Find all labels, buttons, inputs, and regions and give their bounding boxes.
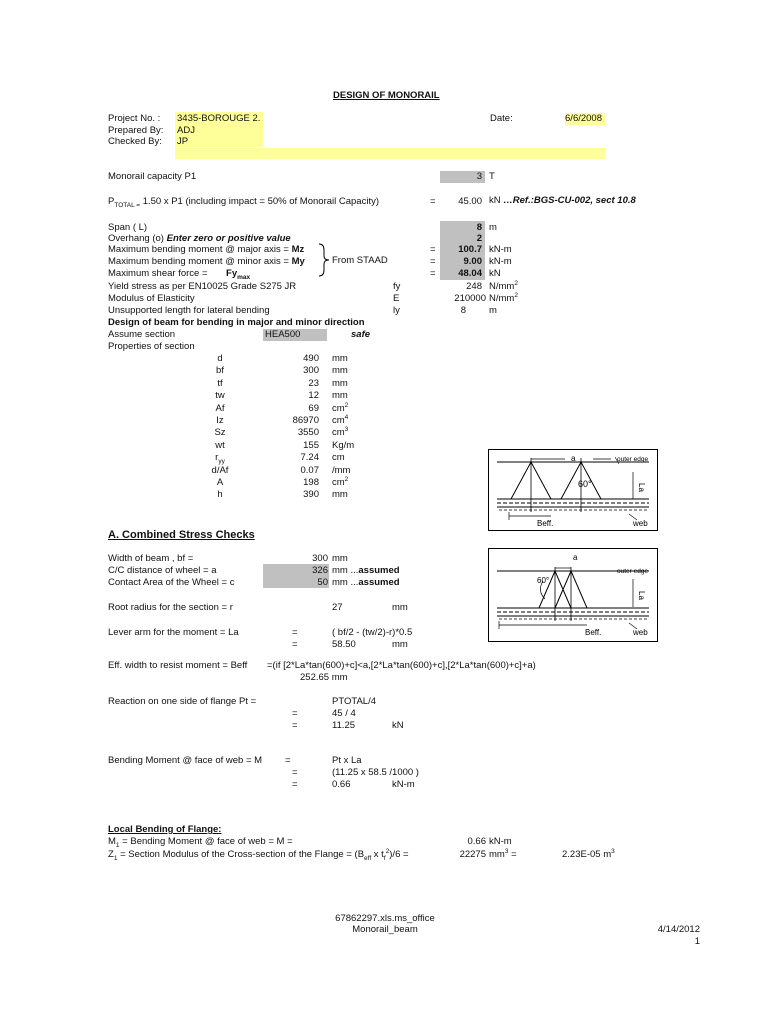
prop-symbol: d/Af	[211, 465, 229, 476]
section-status: safe	[351, 329, 371, 340]
yield-value: 248	[466, 281, 482, 292]
prop-value: 0.07	[300, 465, 319, 476]
overhang-label: Overhang (o) Enter zero or positive value	[108, 233, 291, 244]
reaction-label: Reaction on one side of flange Pt =	[108, 696, 257, 707]
ptotal-label: $P_{TOTAL =}$ 1.50 x P1 (including impact = 50% of Monorail Capacity)	[108, 196, 380, 209]
bm-expr: Pt x La	[332, 755, 362, 766]
bm-unit: kN-m	[392, 779, 415, 790]
yield-sym: fy	[393, 281, 401, 292]
bm-value: 0.66	[332, 779, 351, 790]
prop-unit: $cm^2$	[332, 401, 349, 414]
shear-eq: =	[430, 268, 436, 279]
span-value: 8	[476, 222, 482, 233]
m1-label: $M_1$ = Bending Moment @ face of web = M =	[108, 836, 293, 849]
reaction-eq1: =	[292, 708, 298, 719]
z1-unit: $mm^3$ =	[489, 847, 517, 860]
reaction-expr: PTOTAL/4	[332, 696, 376, 707]
prepared-value: ADJ	[177, 125, 195, 136]
z1-value: 22275	[459, 849, 486, 860]
prop-unit: mm	[332, 390, 348, 401]
mz-label: Maximum bending moment @ major axis = Mz	[108, 244, 305, 255]
lever-eq1: =	[292, 627, 298, 638]
bm-label: Bending Moment @ face of web = M	[108, 755, 263, 766]
footer-file: 67862297.xls.ms_office	[335, 913, 435, 924]
prop-symbol: A	[216, 477, 224, 488]
beff-expr: =(if [2*La*tan(600)+c]<a,[2*La*tan(600)+c],[2*La*tan(600)+c]+a)	[267, 660, 536, 671]
shear-unit: kN	[489, 268, 501, 279]
flange-diagram-bottom	[488, 548, 658, 642]
span-label: Span ( L)	[108, 222, 148, 233]
my-unit: kN-m	[489, 256, 512, 267]
shear-value: 48.04	[458, 268, 482, 279]
prop-unit: $cm^4$	[332, 413, 349, 426]
span-unit: m	[489, 222, 497, 233]
width-beam-label: Width of beam , bf =	[108, 553, 194, 564]
brace-icon	[318, 243, 332, 277]
flange-diagram-top	[488, 449, 658, 531]
beff-value: 252.65 mm	[300, 672, 348, 683]
prop-value: 198	[303, 477, 319, 488]
lever-unit: mm	[392, 639, 408, 650]
capacity-label: Monorail capacity P1	[108, 171, 197, 182]
angle-label: 60°	[578, 479, 592, 489]
prop-unit: cm	[332, 452, 345, 463]
prop-unit: mm	[332, 489, 348, 500]
prop-value: 12	[308, 390, 319, 401]
page-title: DESIGN OF MONORAIL	[333, 90, 440, 101]
checked-row-highlight	[175, 148, 605, 159]
prop-symbol: Iz	[216, 415, 224, 426]
prop-unit: mm	[332, 353, 348, 364]
cc-wheel-label: C/C distance of wheel = a	[108, 565, 217, 576]
root-label: Root radius for the section = r	[108, 602, 233, 613]
shear-label: Maximum shear force = $Fy_{max}$	[108, 268, 251, 281]
prop-unit: $cm^2$	[332, 475, 349, 488]
bm-eq1: =	[292, 767, 298, 778]
prop-value: 23	[308, 378, 319, 389]
section-value: HEA500	[265, 329, 301, 340]
prop-value: 390	[303, 489, 319, 500]
prop-symbol: Af	[215, 403, 225, 414]
m1-value: 0.66	[467, 836, 486, 847]
prop-symbol: $r_{yy}$	[215, 452, 225, 465]
footer-page: 1	[694, 936, 700, 947]
prop-unit: $cm^3$	[332, 425, 349, 438]
my-value: 9.00	[463, 256, 482, 267]
assume-label: Assume section	[108, 329, 176, 340]
prop-unit: Kg/m	[332, 440, 355, 451]
date-value: 6/6/2008	[565, 113, 602, 124]
prop-value: 7.24	[300, 452, 319, 463]
root-unit: mm	[392, 602, 408, 613]
modulus-value: 210000	[454, 293, 486, 304]
outer-edge-label-2: outer edge	[617, 568, 649, 575]
ptotal-unit: kN …Ref.:BGS-CU-002, sect 10.8	[489, 195, 636, 206]
contact-value: 50	[317, 577, 328, 588]
modulus-unit: $N/mm^2$	[489, 291, 518, 304]
yield-unit: $N/mm^2$	[489, 279, 518, 292]
overhang-value: 2	[476, 233, 482, 244]
width-beam-value: 300	[312, 553, 328, 564]
outer-edge-label: outer edge	[617, 456, 649, 463]
mz-value: 100.7	[458, 244, 482, 255]
date-label: Date:	[490, 113, 513, 124]
prop-symbol: tw	[215, 390, 225, 401]
lever-value: 58.50	[332, 639, 356, 650]
footer-date: 4/14/2012	[657, 924, 700, 935]
design-heading: Design of beam for bending in major and minor direction	[108, 317, 365, 328]
web-label: web	[633, 519, 648, 528]
z1-value2: 2.23E-05 $m^3$	[562, 847, 615, 860]
modulus-sym: E	[393, 293, 400, 304]
reaction-value: 11.25	[332, 720, 356, 731]
prop-value: 490	[303, 353, 319, 364]
reaction-eq2: =	[292, 720, 298, 731]
prop-symbol: Sz	[214, 427, 226, 438]
project-no-label: Project No. :	[108, 113, 161, 124]
prop-symbol: h	[217, 489, 223, 500]
modulus-label: Modulus of Elasticity	[108, 293, 195, 304]
lever-eq2: =	[292, 639, 298, 650]
m1-unit: kN-m	[489, 836, 512, 847]
prop-value: 155	[303, 440, 319, 451]
beff-label: Beff.	[537, 519, 554, 528]
unsupported-unit: m	[489, 305, 497, 316]
props-label: Properties of section	[108, 341, 195, 352]
web-label-2: web	[633, 628, 648, 637]
cc-wheel-value: 326	[312, 565, 328, 576]
prop-symbol: wt	[215, 440, 225, 451]
ptotal-value: 45.00	[458, 196, 482, 207]
section-a-heading: A. Combined Stress Checks	[108, 529, 255, 541]
my-eq: =	[430, 256, 436, 267]
project-no-value: 3435-BOROUGE 2.	[177, 113, 261, 124]
bm-eq0: =	[285, 755, 291, 766]
prop-value: 300	[303, 365, 319, 376]
root-value: 27	[332, 602, 343, 613]
prop-symbol: tf	[217, 378, 223, 389]
la-label: La	[637, 483, 646, 492]
width-beam-unit: mm	[332, 553, 348, 564]
contact-label: Contact Area of the Wheel = c	[108, 577, 235, 588]
bm-line2: (11.25 x 58.5 /1000 )	[332, 767, 419, 778]
prop-unit: mm	[332, 378, 348, 389]
z1-label: $Z_1$ = Section Modulus of the Cross-section of the Flange = ($B_{eff}$ x $t_f^2)/6$ =	[108, 847, 409, 862]
reaction-line2: 45 / 4	[332, 708, 356, 719]
unsupported-label: Unsupported length for lateral bending	[108, 305, 270, 316]
from-staad-note: From STAAD	[332, 255, 388, 266]
checked-label: Checked By:	[108, 136, 162, 147]
checked-value: JP	[177, 136, 189, 147]
my-label: Maximum bending moment @ minor axis = My	[108, 256, 305, 267]
prop-symbol: bf	[216, 365, 224, 376]
contact-unit: mm ...assumed	[332, 577, 400, 588]
unsupported-sym: ly	[393, 305, 400, 316]
lever-label: Lever arm for the moment = La	[108, 627, 239, 638]
capacity-unit: T	[489, 171, 495, 182]
prop-unit: mm	[332, 365, 348, 376]
reaction-unit: kN	[392, 720, 404, 731]
unsupported-value: 8	[460, 305, 466, 316]
mz-eq: =	[430, 244, 436, 255]
prop-value: 69	[308, 403, 319, 414]
prop-symbol: d	[217, 353, 223, 364]
dim-a-label: a	[571, 454, 576, 463]
capacity-value: 3	[476, 171, 482, 182]
lever-expr: ( bf/2 - (tw/2)-r)*0.5	[332, 627, 413, 638]
bm-eq2: =	[292, 779, 298, 790]
beff-label-2: Beff.	[585, 628, 602, 637]
footer-sheet: Monorail_beam	[352, 924, 418, 935]
local-bending-heading: Local Bending of Flange:	[108, 824, 222, 835]
cc-wheel-unit: mm ...assumed	[332, 565, 400, 576]
prop-value: 86970	[292, 415, 319, 426]
prepared-label: Prepared By:	[108, 125, 164, 136]
beff-label-text: Eff. width to resist moment = Beff	[108, 660, 248, 671]
prop-unit: /mm	[332, 465, 351, 476]
yield-label: Yield stress as per EN10025 Grade S275 JR	[108, 281, 297, 292]
la-label-2: La	[637, 591, 646, 600]
dim-a-label-2: a	[573, 553, 578, 562]
mz-unit: kN-m	[489, 244, 512, 255]
angle-label-2: 60°	[537, 576, 550, 585]
prop-value: 3550	[297, 427, 319, 438]
ptotal-eq: =	[430, 196, 436, 207]
